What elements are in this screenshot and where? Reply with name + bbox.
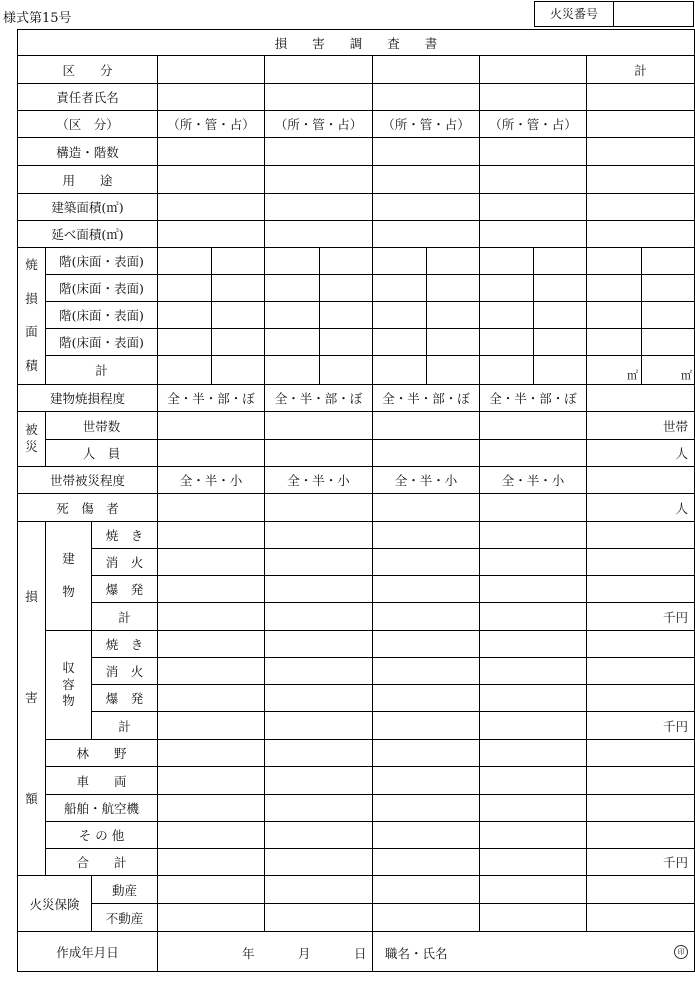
cell[interactable] bbox=[265, 631, 373, 658]
burn-degree-options[interactable]: 全・半・部・ぼ bbox=[158, 385, 265, 412]
cell[interactable] bbox=[158, 221, 265, 248]
cell[interactable] bbox=[265, 849, 373, 876]
cell[interactable] bbox=[265, 194, 373, 221]
row-label-explosion: 爆 発 bbox=[92, 685, 158, 712]
cell[interactable] bbox=[480, 166, 587, 194]
cell[interactable] bbox=[265, 876, 373, 904]
floor-label: 階(床面・表面) bbox=[46, 302, 158, 329]
cell[interactable] bbox=[158, 56, 265, 84]
cell[interactable] bbox=[373, 849, 480, 876]
area-cell[interactable] bbox=[265, 275, 373, 302]
cell[interactable] bbox=[587, 685, 695, 712]
household-degree-options[interactable]: 全・半・小 bbox=[158, 467, 265, 494]
area-cell[interactable] bbox=[373, 248, 480, 275]
cell[interactable] bbox=[158, 712, 265, 740]
cell[interactable] bbox=[587, 138, 695, 166]
cell[interactable] bbox=[373, 603, 480, 631]
cell[interactable] bbox=[158, 576, 265, 603]
cell[interactable] bbox=[158, 440, 265, 467]
row-label-explosion: 爆 発 bbox=[92, 576, 158, 603]
cell[interactable] bbox=[265, 166, 373, 194]
row-label-grand-total: 合 計 bbox=[46, 849, 158, 876]
row-label-burn: 焼 き bbox=[92, 631, 158, 658]
row-label-usage: 用 途 bbox=[18, 166, 158, 194]
cell[interactable] bbox=[373, 740, 480, 767]
row-label-responsible: 責任者氏名 bbox=[18, 84, 158, 111]
floor-label: 階(床面・表面) bbox=[46, 248, 158, 275]
cell[interactable] bbox=[158, 138, 265, 166]
cell[interactable] bbox=[373, 549, 480, 576]
day-label: 日 bbox=[354, 946, 367, 961]
cell[interactable] bbox=[158, 904, 265, 932]
cell[interactable] bbox=[587, 549, 695, 576]
cell[interactable] bbox=[158, 822, 265, 849]
area-cell[interactable] bbox=[587, 329, 695, 356]
cell[interactable] bbox=[265, 549, 373, 576]
row-label-real-estate: 不動産 bbox=[92, 904, 158, 932]
cell[interactable] bbox=[158, 631, 265, 658]
households-total[interactable]: 世帯 bbox=[587, 412, 695, 440]
floor-label: 階(床面・表面) bbox=[46, 329, 158, 356]
cell[interactable] bbox=[265, 767, 373, 795]
cell[interactable] bbox=[587, 522, 695, 549]
cell[interactable] bbox=[265, 795, 373, 822]
cell[interactable] bbox=[587, 767, 695, 795]
area-total-label: 計 bbox=[46, 356, 158, 385]
contents-label: 収 容 物 bbox=[46, 631, 92, 740]
cell[interactable] bbox=[373, 876, 480, 904]
row-label-extinguish: 消 火 bbox=[92, 658, 158, 685]
household-degree-options[interactable]: 全・半・小 bbox=[373, 467, 480, 494]
cell[interactable] bbox=[480, 84, 587, 111]
cell[interactable] bbox=[265, 412, 373, 440]
cell[interactable] bbox=[480, 876, 587, 904]
cell[interactable] bbox=[158, 740, 265, 767]
row-label-household-degree: 世帯被災程度 bbox=[18, 467, 158, 494]
row-label-casualties: 死 傷 者 bbox=[18, 494, 158, 522]
cell[interactable] bbox=[158, 767, 265, 795]
cell[interactable] bbox=[587, 740, 695, 767]
contents-subtotal[interactable]: 千円 bbox=[587, 712, 695, 740]
cell[interactable] bbox=[480, 549, 587, 576]
area-cell[interactable] bbox=[265, 356, 373, 385]
row-label-vehicle: 車 両 bbox=[46, 767, 158, 795]
cell[interactable] bbox=[158, 166, 265, 194]
cell[interactable] bbox=[265, 712, 373, 740]
row-label-building-area: 建築面積(㎡) bbox=[18, 194, 158, 221]
cell[interactable] bbox=[265, 522, 373, 549]
cell[interactable] bbox=[480, 412, 587, 440]
area-cell[interactable] bbox=[587, 302, 695, 329]
area-cell[interactable] bbox=[158, 356, 265, 385]
row-label-extinguish: 消 火 bbox=[92, 549, 158, 576]
cell[interactable] bbox=[265, 138, 373, 166]
cell[interactable] bbox=[158, 412, 265, 440]
cell[interactable] bbox=[587, 876, 695, 904]
sqm-unit: ㎡ bbox=[627, 369, 638, 382]
cell[interactable] bbox=[265, 221, 373, 248]
area-cell[interactable] bbox=[373, 356, 480, 385]
document-title: 損 害 調 査 書 bbox=[18, 30, 695, 56]
cell[interactable] bbox=[373, 56, 480, 84]
cell[interactable] bbox=[587, 221, 695, 248]
year-label: 年 bbox=[242, 946, 255, 961]
cell[interactable] bbox=[265, 685, 373, 712]
cell[interactable] bbox=[373, 221, 480, 248]
fire-number-label: 火災番号 bbox=[535, 2, 614, 26]
ownership-options[interactable]: （所・管・占） bbox=[480, 111, 587, 138]
cell[interactable] bbox=[480, 522, 587, 549]
area-cell[interactable] bbox=[265, 302, 373, 329]
ownership-options[interactable]: （所・管・占） bbox=[158, 111, 265, 138]
burn-degree-options[interactable]: 全・半・部・ぼ bbox=[373, 385, 480, 412]
cell[interactable] bbox=[265, 822, 373, 849]
cell[interactable] bbox=[158, 84, 265, 111]
cell[interactable] bbox=[158, 549, 265, 576]
cell[interactable] bbox=[373, 904, 480, 932]
cell[interactable] bbox=[265, 440, 373, 467]
fire-number-box bbox=[534, 1, 694, 27]
row-label-subtotal: 計 bbox=[92, 603, 158, 631]
row-label-persons: 人 員 bbox=[46, 440, 158, 467]
floor-label: 階(床面・表面) bbox=[46, 275, 158, 302]
household-degree-options[interactable]: 全・半・小 bbox=[480, 467, 587, 494]
cell[interactable] bbox=[265, 658, 373, 685]
cell[interactable] bbox=[373, 84, 480, 111]
area-cell[interactable] bbox=[373, 329, 480, 356]
damage-group-label: 損 害 額 bbox=[18, 522, 46, 876]
row-label-other: そ の 他 bbox=[46, 822, 158, 849]
area-cell[interactable] bbox=[158, 329, 265, 356]
cell[interactable] bbox=[373, 494, 480, 522]
area-cell[interactable] bbox=[480, 356, 587, 385]
damage-survey-table bbox=[17, 29, 695, 972]
burned-area-group-label: 焼 損 面 積 bbox=[18, 248, 46, 385]
cell[interactable] bbox=[373, 658, 480, 685]
cell[interactable] bbox=[480, 849, 587, 876]
row-label-floor-area: 延べ面積(㎡) bbox=[18, 221, 158, 248]
victim-group-label: 被 災 bbox=[18, 412, 46, 467]
persons-total[interactable]: 人 bbox=[587, 440, 695, 467]
row-label-forest: 林 野 bbox=[46, 740, 158, 767]
row-label-insurance: 火災保険 bbox=[18, 876, 92, 932]
cell[interactable] bbox=[587, 194, 695, 221]
area-cell[interactable] bbox=[158, 275, 265, 302]
cell[interactable] bbox=[158, 849, 265, 876]
cell[interactable] bbox=[158, 658, 265, 685]
row-label-households: 世帯数 bbox=[46, 412, 158, 440]
row-label-category-paren: （区 分） bbox=[18, 111, 158, 138]
cell[interactable] bbox=[480, 56, 587, 84]
cell[interactable] bbox=[480, 795, 587, 822]
cell[interactable] bbox=[373, 166, 480, 194]
cell[interactable] bbox=[587, 631, 695, 658]
cell[interactable] bbox=[587, 658, 695, 685]
date-field[interactable] bbox=[158, 932, 373, 972]
building-label: 建 物 bbox=[46, 522, 92, 631]
ownership-options[interactable]: （所・管・占） bbox=[265, 111, 373, 138]
area-cell[interactable] bbox=[480, 302, 587, 329]
cell[interactable] bbox=[480, 822, 587, 849]
cell[interactable] bbox=[480, 767, 587, 795]
cell[interactable] bbox=[480, 740, 587, 767]
area-cell[interactable] bbox=[587, 275, 695, 302]
building-subtotal[interactable]: 千円 bbox=[587, 603, 695, 631]
cell[interactable] bbox=[480, 658, 587, 685]
cell[interactable] bbox=[373, 138, 480, 166]
cell[interactable] bbox=[373, 822, 480, 849]
cell[interactable] bbox=[373, 412, 480, 440]
cell[interactable] bbox=[158, 194, 265, 221]
ownership-options[interactable]: （所・管・占） bbox=[373, 111, 480, 138]
cell[interactable] bbox=[587, 84, 695, 111]
cell[interactable] bbox=[587, 111, 695, 138]
cell[interactable] bbox=[158, 795, 265, 822]
cell[interactable] bbox=[587, 795, 695, 822]
cell[interactable] bbox=[158, 685, 265, 712]
cell[interactable] bbox=[480, 221, 587, 248]
row-label-movable: 動産 bbox=[92, 876, 158, 904]
cell[interactable] bbox=[265, 84, 373, 111]
cell[interactable] bbox=[265, 740, 373, 767]
casualties-total[interactable]: 人 bbox=[587, 494, 695, 522]
cell[interactable] bbox=[480, 494, 587, 522]
cell[interactable] bbox=[373, 767, 480, 795]
cell[interactable] bbox=[265, 904, 373, 932]
household-degree-options[interactable]: 全・半・小 bbox=[265, 467, 373, 494]
cell[interactable] bbox=[265, 603, 373, 631]
month-label: 月 bbox=[298, 946, 311, 961]
row-label-category: 区 分 bbox=[18, 56, 158, 84]
burn-degree-options[interactable]: 全・半・部・ぼ bbox=[480, 385, 587, 412]
area-cell[interactable] bbox=[265, 248, 373, 275]
cell[interactable] bbox=[373, 631, 480, 658]
position-name-field[interactable] bbox=[373, 932, 695, 972]
cell[interactable] bbox=[373, 795, 480, 822]
area-total-cell[interactable] bbox=[587, 356, 695, 385]
cell[interactable] bbox=[480, 138, 587, 166]
area-cell[interactable] bbox=[373, 302, 480, 329]
total-header: 計 bbox=[587, 56, 695, 84]
cell[interactable] bbox=[158, 603, 265, 631]
cell[interactable] bbox=[373, 522, 480, 549]
cell[interactable] bbox=[587, 166, 695, 194]
cell[interactable] bbox=[373, 685, 480, 712]
cell[interactable] bbox=[480, 194, 587, 221]
row-label-burn: 焼 き bbox=[92, 522, 158, 549]
cell[interactable] bbox=[373, 712, 480, 740]
cell[interactable] bbox=[265, 56, 373, 84]
fire-number-input[interactable] bbox=[614, 2, 693, 26]
area-cell[interactable] bbox=[480, 275, 587, 302]
cell[interactable] bbox=[587, 467, 695, 494]
grand-total[interactable]: 千円 bbox=[587, 849, 695, 876]
position-name-label: 職名・氏名 bbox=[385, 946, 448, 961]
row-label-ship-aircraft: 船舶・航空機 bbox=[46, 795, 158, 822]
area-cell[interactable] bbox=[373, 275, 480, 302]
cell[interactable] bbox=[480, 440, 587, 467]
area-cell[interactable] bbox=[265, 329, 373, 356]
cell[interactable] bbox=[587, 576, 695, 603]
cell[interactable] bbox=[158, 876, 265, 904]
cell[interactable] bbox=[480, 603, 587, 631]
cell[interactable] bbox=[480, 576, 587, 603]
area-cell[interactable] bbox=[587, 248, 695, 275]
area-cell[interactable] bbox=[158, 302, 265, 329]
cell[interactable] bbox=[373, 576, 480, 603]
row-label-structure: 構造・階数 bbox=[18, 138, 158, 166]
cell[interactable] bbox=[158, 494, 265, 522]
sqm-unit: ㎡ bbox=[681, 369, 693, 382]
cell[interactable] bbox=[587, 904, 695, 932]
area-cell[interactable] bbox=[480, 329, 587, 356]
burn-degree-options[interactable]: 全・半・部・ぼ bbox=[265, 385, 373, 412]
cell[interactable] bbox=[265, 494, 373, 522]
cell[interactable] bbox=[480, 712, 587, 740]
area-cell[interactable] bbox=[158, 248, 265, 275]
cell[interactable] bbox=[373, 194, 480, 221]
form-number: 様式第15号 bbox=[3, 11, 72, 26]
seal-icon: 印 bbox=[674, 945, 688, 959]
cell[interactable] bbox=[265, 576, 373, 603]
cell[interactable] bbox=[480, 685, 587, 712]
cell[interactable] bbox=[480, 631, 587, 658]
cell[interactable] bbox=[158, 522, 265, 549]
cell[interactable] bbox=[587, 385, 695, 412]
area-cell[interactable] bbox=[480, 248, 587, 275]
row-label-date: 作成年月日 bbox=[18, 932, 158, 972]
cell[interactable] bbox=[480, 904, 587, 932]
cell[interactable] bbox=[373, 440, 480, 467]
row-label-burn-degree: 建物焼損程度 bbox=[18, 385, 158, 412]
row-label-subtotal: 計 bbox=[92, 712, 158, 740]
cell[interactable] bbox=[587, 822, 695, 849]
